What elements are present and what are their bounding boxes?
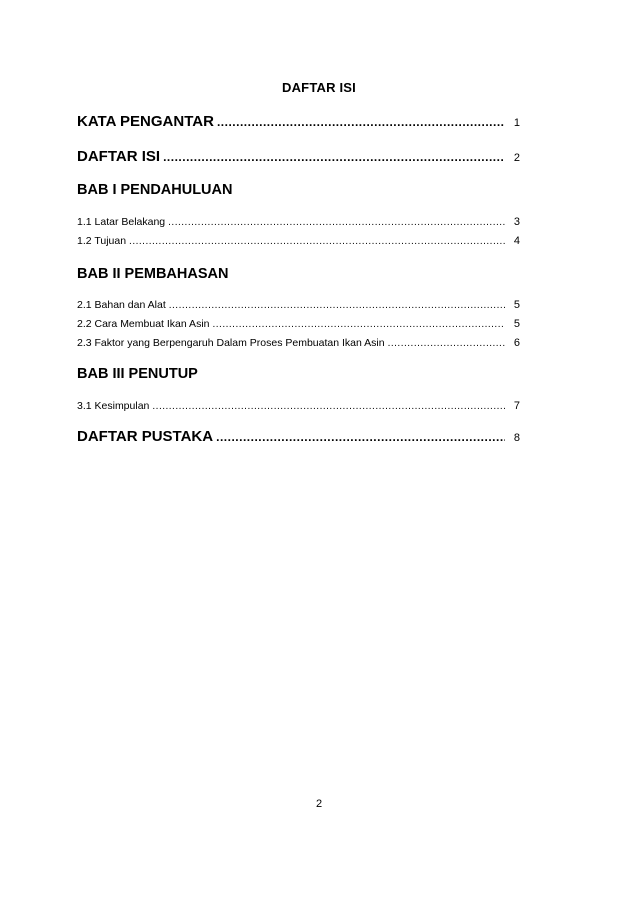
chapter-heading-bab-1: BAB I PENDAHULUAN <box>77 182 233 198</box>
toc-entry-label: 2.3 Faktor yang Berpengaruh Dalam Proses Pembuatan Ikan Asin <box>77 337 385 349</box>
toc-page-number: 1 <box>513 117 520 129</box>
toc-page-number: 8 <box>513 432 520 444</box>
toc-leader-dots <box>388 338 505 349</box>
toc-entry-label: 1.1 Latar Belakang <box>77 216 166 228</box>
page-title: DAFTAR ISI <box>282 80 356 95</box>
toc-leader-dots <box>213 319 505 330</box>
toc-leader-dots <box>169 300 505 311</box>
toc-entry-3-1 <box>77 400 520 412</box>
chapter-heading-bab-3: BAB III PENUTUP <box>77 366 198 382</box>
toc-entry-kata-pengantar <box>77 113 520 130</box>
chapter-heading-bab-2: BAB II PEMBAHASAN <box>77 266 229 282</box>
toc-entry-2-3 <box>77 337 520 349</box>
toc-entry-label: KATA PENGANTAR <box>77 113 214 130</box>
toc-entry-daftar-isi <box>77 148 520 165</box>
toc-entry-label: 3.1 Kesimpulan <box>77 400 150 412</box>
toc-page-number: 2 <box>513 152 520 164</box>
toc-entry-daftar-pustaka <box>77 428 520 445</box>
toc-entry-label: 1.2 Tujuan <box>77 235 127 247</box>
toc-leader-dots <box>168 217 505 228</box>
toc-page-number: 5 <box>513 299 520 311</box>
toc-entry-label: 2.1 Bahan dan Alat <box>77 299 166 311</box>
toc-leader-dots <box>163 150 505 164</box>
toc-entry-2-1 <box>77 299 520 311</box>
toc-page-number: 7 <box>513 400 520 412</box>
toc-page-number: 6 <box>513 337 520 349</box>
toc-entry-label: 2.2 Cara Membuat Ikan Asin <box>77 318 210 330</box>
toc-leader-dots <box>129 236 505 247</box>
toc-entry-label: DAFTAR PUSTAKA <box>77 428 214 445</box>
toc-entry-1-1 <box>77 216 520 228</box>
footer-page-number: 2 <box>315 798 323 810</box>
toc-page-number: 4 <box>513 235 520 247</box>
toc-entry-2-2 <box>77 318 520 330</box>
toc-entry-1-2 <box>77 235 520 247</box>
toc-page-number: 5 <box>513 318 520 330</box>
toc-leader-dots <box>217 115 505 129</box>
toc-entry-label: DAFTAR ISI <box>77 148 161 165</box>
toc-page-number: 3 <box>513 216 520 228</box>
toc-leader-dots <box>152 401 504 412</box>
toc-leader-dots <box>216 430 505 444</box>
